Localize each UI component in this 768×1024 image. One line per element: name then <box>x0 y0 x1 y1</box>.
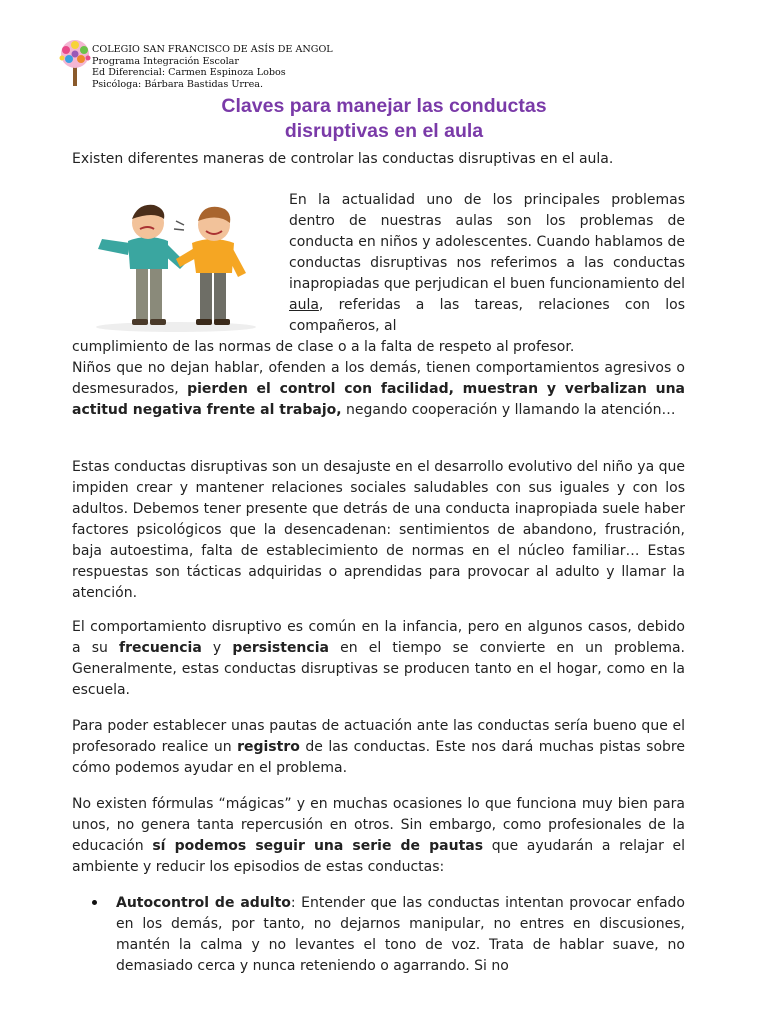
header-program: Programa Integración Escolar <box>92 55 239 67</box>
para5-text-a: Para poder establecer unas pautas de actuación ante las conductas sería bueno que el profesorado realice un <box>72 718 685 755</box>
arguing-children-illustration <box>88 203 264 333</box>
para4-text-a: El comportamiento disruptivo es común en la infancia, pero en algunos casos, debido a su <box>72 619 685 656</box>
school-logo-tree-icon <box>56 38 94 90</box>
paragraph-2 <box>72 337 685 421</box>
header-teacher: Ed Diferencial: Carmen Espinoza Lobos <box>92 67 286 79</box>
para6-text-b: que ayudarán a relajar el ambiente y reducir los episodios de estas conductas: <box>72 838 686 875</box>
aula-link[interactable]: aula <box>289 297 319 313</box>
paragraph-6 <box>72 794 685 878</box>
para2-text-a: Niños que no dejan hablar, ofenden a los demás, tienen comportamientos agresivos o desmesurados, <box>72 360 685 397</box>
header-psychologist: Psicóloga: Bárbara Bastidas Urrea. <box>92 78 264 90</box>
para5-bold: registro <box>237 739 300 755</box>
para4-text-b: y <box>201 640 233 656</box>
para4-text-c: en el tiempo se convierte en un problema. Generalmente, estas conductas disruptivas se producen tanto en el hogar, como en la escuela. <box>72 640 685 698</box>
page-title <box>0 94 768 144</box>
para1-text-a: En la actualidad uno de los principales problemas dentro de nuestras aulas son los problemas de conducta en niños y adolescentes. Cuando hablamos de conductas disruptivas nos referimos a las conductas inapropiadas que perjudican el buen funcionamiento del <box>289 192 685 292</box>
paragraph-1 <box>289 190 685 337</box>
para1-text-c: cumplimiento de las normas de clase o a la falta de respeto al profesor. <box>72 339 575 355</box>
para2-text-b: negando cooperación y llamando la atención… <box>341 402 676 418</box>
title-line-1: Claves para manejar las conductas <box>221 95 547 117</box>
paragraph-4 <box>72 617 685 701</box>
para5-text-b: de las conductas. Este nos dará muchas pistas sobre cómo podemos ayudar en el problema. <box>72 739 685 776</box>
paragraph-5 <box>72 716 685 779</box>
header-school-name: COLEGIO SAN FRANCISCO DE ASÍS DE ANGOL <box>92 44 333 55</box>
para4-bold-2: persistencia <box>232 640 329 656</box>
title-line-2: disruptivas en el aula <box>284 120 484 142</box>
bullet1-text: : Entender que las conductas intentan provocar enfado en los demás, por tanto, no dejarnos manipular, no entres en discusiones, mantén la calma y no levantes el tono de voz. Trata de hablar suave, no demasiado cerca y nunca reteniendo o agarrando. Si no <box>116 895 685 974</box>
para6-bold: sí podemos seguir una serie de pautas <box>152 838 484 854</box>
para2-bold: pierden el control con facilidad, muestran y verbalizan una actitud negativa frente al trabajo, <box>72 381 685 418</box>
para1-text-b: , referidas a las tareas, relaciones con los compañeros, al <box>289 297 685 334</box>
paragraph-3: Estas conductas disruptivas son un desajuste en el desarrollo evolutivo del niño ya que impiden crear y mantener relaciones sociales saludables con sus iguales y con los adultos. Debemos tener presente que detrás de una conducta inapropiada suele haber factores psicológicos que la desencadenan: sentimientos de abandono, frustración, baja autoestima, falta de establecimiento de normas en el núcleo familiar… Estas respuestas son tácticas adquiridas o aprendidas para provocar al adulto y llamar la atención. <box>72 459 685 601</box>
bullet1-bold: Autocontrol de adulto <box>116 895 291 911</box>
para4-bold-1: frecuencia <box>119 640 202 656</box>
para6-text-a: No existen fórmulas “mágicas” y en muchas ocasiones lo que funciona muy bien para unos, no genera tanta repercusión en otros. Sin embargo, como profesionales de la educación <box>72 796 685 854</box>
bullet-dot-icon <box>92 900 97 905</box>
bullet-item-1 <box>116 893 685 977</box>
intro-paragraph: Existen diferentes maneras de controlar las conductas disruptivas en el aula. <box>72 151 614 167</box>
